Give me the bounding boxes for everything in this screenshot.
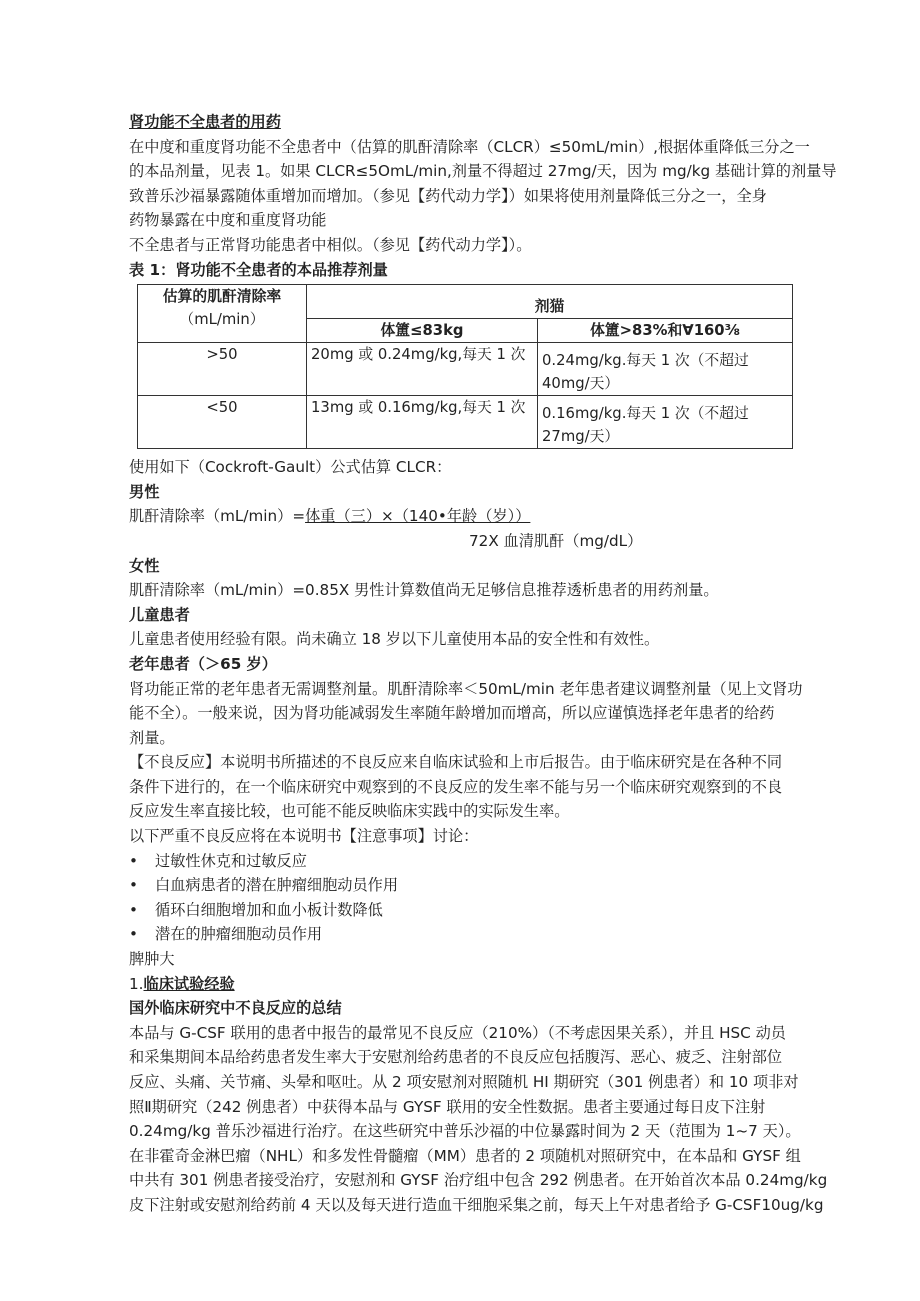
cell-dose-high [538, 343, 793, 396]
cell-line: 27mg/天） [542, 428, 620, 446]
list-item-text: 白血病患者的潜在肿瘤细胞动员作用 [155, 876, 398, 895]
children-heading: 儿童患者 [129, 605, 190, 624]
text-line: 反应发生率直接比较，也可能不能反映临床实践中的实际发生率。 [129, 802, 570, 821]
female-heading: 女性 [129, 556, 160, 575]
list-item [129, 898, 795, 923]
male-heading: 男性 [129, 482, 160, 501]
cell-line: 0.24mg/kg.每天 1 次（不超过 [542, 352, 749, 370]
list-item-text: 潜在的肿瘤细胞动员作用 [155, 925, 323, 944]
serious-intro: 以下严重不良反应将在本说明书【注意事项】讨论： [129, 827, 479, 846]
cell-dose-high [538, 396, 793, 449]
list-item [129, 849, 795, 874]
table-row [138, 343, 793, 396]
elderly-heading: 老年患者（＞65 岁） [129, 654, 277, 673]
renal-paragraph [129, 135, 837, 258]
clinical-heading [129, 972, 795, 997]
bullet-icon: • [129, 925, 138, 944]
text-line: 照Ⅱ期研究（242 例患者）中获得本品与 GYSF 联用的安全性数据。患者主要通过每日皮下注射 [129, 1097, 766, 1116]
text-line: 条件下进行的，在一个临床研究中观察到的不良反应的发生率不能与另一个临床研究观察到的不良 [129, 777, 783, 796]
text-line: 本品与 G-CSF 联用的患者中报告的最常见不良反应（210%）（不考虑因果关系），并且 HSC 动员 [129, 1023, 786, 1042]
male-numerator: 体重（三）×（140•年龄（岁）） [305, 507, 531, 526]
text-line: 能不全）。一般来说，因为肾功能减弱发生率随年龄增加而增高，所以应谨慎选择老年患者的给药 [129, 704, 775, 723]
clinical-subheading: 国外临床研究中不良反应的总结 [129, 999, 342, 1018]
formula-intro: 使用如下（Cockroft-Gault）公式估算 CLCR： [129, 458, 452, 477]
female-formula: 肌酐清除率（mL/min）=0.85X 男性计算数值尚无足够信息推荐透析患者的用药剂量。 [129, 581, 719, 600]
list-item [129, 922, 795, 947]
section-number: 1. [129, 974, 144, 993]
bullet-icon: • [129, 876, 138, 895]
header-clcr-line2: （mL/min） [179, 311, 265, 329]
text-line: 在中度和重度肾功能不全患者中（估算的肌酐清除率（CLCR）≤50mL/min）,根据体重降低三分之一 [129, 137, 810, 156]
text-line: 肾功能正常的老年患者无需调整剂量。肌酐清除率＜50mL/min 老年患者建议调整剂量（见上文肾功 [129, 679, 803, 698]
cell-line: 0.16mg/kg.每天 1 次（不超过 [542, 405, 749, 423]
document-page [129, 110, 837, 1218]
text-line: 的本品剂量，见表 1。如果 CLCR≤5OmL/min,剂量不得超过 27mg/天，因为 mg/kg 基础计算的剂量导 [129, 162, 837, 181]
cell-clcr: >50 [138, 343, 307, 396]
cell-line: 40mg/天） [542, 375, 620, 393]
children-text: 儿童患者使用经验有限。尚未确立 18 岁以下儿童使用本品的安全性和有效性。 [129, 630, 660, 649]
text-line: 0.24mg/kg 普乐沙福进行治疗。在这些研究中普乐沙福的中位暴露时间为 2 天（范围为 1~7 天）。 [129, 1122, 801, 1141]
text-line: 皮下注射或安慰剂给药前 4 天以及每天进行造血干细胞采集之前，每天上午对患者给予 G-CSF10ug/kg [129, 1195, 824, 1214]
list-item-text: 过敏性休克和过敏反应 [155, 851, 307, 870]
table-caption: 表 1：肾功能不全患者的本品推荐剂量 [129, 260, 388, 279]
male-denominator: 72X 血清肌酐（mg/dL） [469, 531, 643, 550]
text-line: 不全患者与正常肾功能患者中相似。（参见【药代动力学】）。 [129, 235, 532, 254]
text-line: 和采集期间本品给药患者发生率大于安慰剂给药患者的不良反应包括腹泻、恶心、疲乏、注射部位 [129, 1048, 783, 1067]
table-row [138, 396, 793, 449]
male-formula: 肌酐清除率（mL/min）=体重（三）×（140•年龄（岁）） [129, 507, 531, 526]
list-item [129, 873, 795, 898]
text-line: 剂量。 [129, 728, 175, 747]
text-line: 【不良反应】本说明书所描述的不良反应来自临床试验和上市后报告。由于临床研究是在各种不同 [129, 753, 783, 772]
cell-clcr: <50 [138, 396, 307, 449]
bullet-icon: • [129, 851, 138, 870]
header-weight-low: 体簠≤83kg [307, 319, 538, 343]
section-title-clinical: 临床试验经验 [143, 974, 235, 993]
text-line: 在非霍奇金淋巴瘤（NHL）和多发性骨髓瘤（MM）患者的 2 项随机对照研究中，在本品和 GYSF 组 [129, 1146, 801, 1165]
list-item-text: 循环白细胞增加和血小板计数降低 [155, 900, 383, 919]
bullet-icon: • [129, 900, 138, 919]
section-title-renal: 肾功能不全患者的用药 [129, 113, 281, 131]
text-line: 反应、头痛、关节痛、头晕和呕吐。从 2 项安慰剂对照随机 HI 期研究（301 例患者）和 10 项非对 [129, 1073, 799, 1091]
cell-dose-low: 13mg 或 0.16mg/kg,每天 1 次 [307, 396, 538, 449]
header-clcr-line1: 估算的肌酐清除率 [162, 288, 282, 306]
header-dose-group: 剂猫 [307, 285, 793, 319]
dose-table [137, 284, 793, 449]
text-line: 中共有 301 例患者接受治疗，安慰剂和 GYSF 治疗组中包含 292 例患者。在开始首次本品 0.24mg/kg [129, 1171, 828, 1190]
cell-dose-low: 20mg 或 0.24mg/kg,每天 1 次 [307, 343, 538, 396]
header-weight-high: 体簠>83%和∀160⅜ [538, 319, 793, 343]
text-line: 药物暴露在中度和重度肾功能 [129, 211, 327, 230]
text-line: 致普乐沙福暴露随体重增加而增加。（参见【药代动力学】）如果将使用剂量降低三分之一，全身 [129, 186, 767, 205]
after-bullets-text: 脾肿大 [129, 950, 175, 969]
header-clcr [138, 285, 307, 343]
